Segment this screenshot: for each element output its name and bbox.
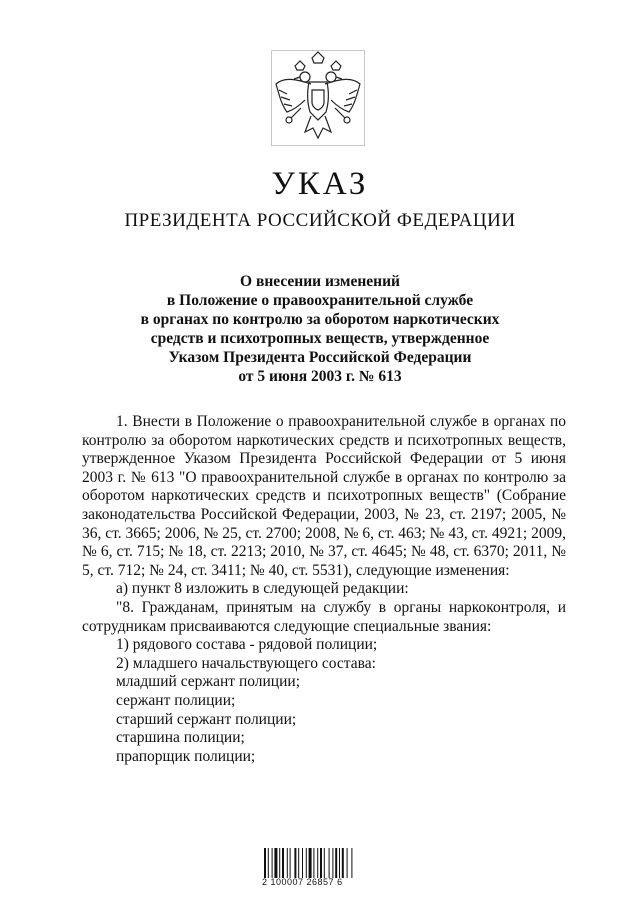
- heading-line: средств и психотропных веществ, утвержденное: [150, 330, 490, 347]
- rank-item: старший сержант полиции;: [116, 710, 297, 728]
- item-a: а) пункт 8 изложить в следующей редакции:: [116, 580, 409, 598]
- coat-of-arms-emblem: [271, 50, 365, 146]
- rank-group-1: 1) рядового состава - рядовой полиции;: [116, 636, 378, 654]
- heading-line: О внесении изменений: [240, 273, 400, 290]
- rank-item: сержант полиции;: [116, 691, 236, 709]
- heading-line: в органах по контролю за оборотом наркотических: [140, 311, 500, 328]
- decree-heading: [0, 272, 640, 386]
- paragraph-8: "8. Гражданам, принятым на службу в органы наркоконтроля, и сотрудникам присваиваются следующие специальные звания:: [82, 598, 566, 635]
- document-title: УКАЗ: [271, 166, 369, 202]
- heading-line: от 5 июня 2003 г. № 613: [238, 368, 402, 385]
- rank-item: прапорщик полиции;: [116, 747, 256, 765]
- rank-item: младший сержант полиции;: [116, 673, 301, 691]
- paragraph-1: 1. Внести в Положение о правоохранительной службе в органах по контролю за оборотом наркотических средств и психотропных веществ, утвержденное Указом Президента Российской Федерации от 5 июня 2003 г. № 613 "О правоохранительной службе в органах по контролю за оборотом наркотических средств и психотропных веществ" (Собрание законодательства Российской Федерации, 2003, № 23, ст. 2197; 2005, № 36, ст. 3665; 2006, № 25, ст. 2700; 2008, № 6, ст. 463; № 43, ст. 4921; 2009, № 6, ст. 715; № 18, ст. 2213; 2010, № 37, ст. 4645; № 48, ст. 6370; 2011, № 5, ст. 712; № 24, ст. 3411; № 40, ст. 5531), следующие изменения:: [82, 413, 566, 579]
- heading-line: в Положение о правоохранительной службе: [166, 292, 474, 309]
- decree-body: [82, 413, 566, 766]
- heading-line: Указом Президента Российской Федерации: [168, 349, 472, 366]
- rank-item: старшина полиции;: [116, 729, 245, 747]
- rank-group-2: 2) младшего начальствующего состава:: [116, 654, 376, 672]
- barcode-number: 2 100007 26857 6: [262, 877, 343, 887]
- document-subtitle: ПРЕЗИДЕНТА РОССИЙСКОЙ ФЕДЕРАЦИИ: [124, 210, 516, 231]
